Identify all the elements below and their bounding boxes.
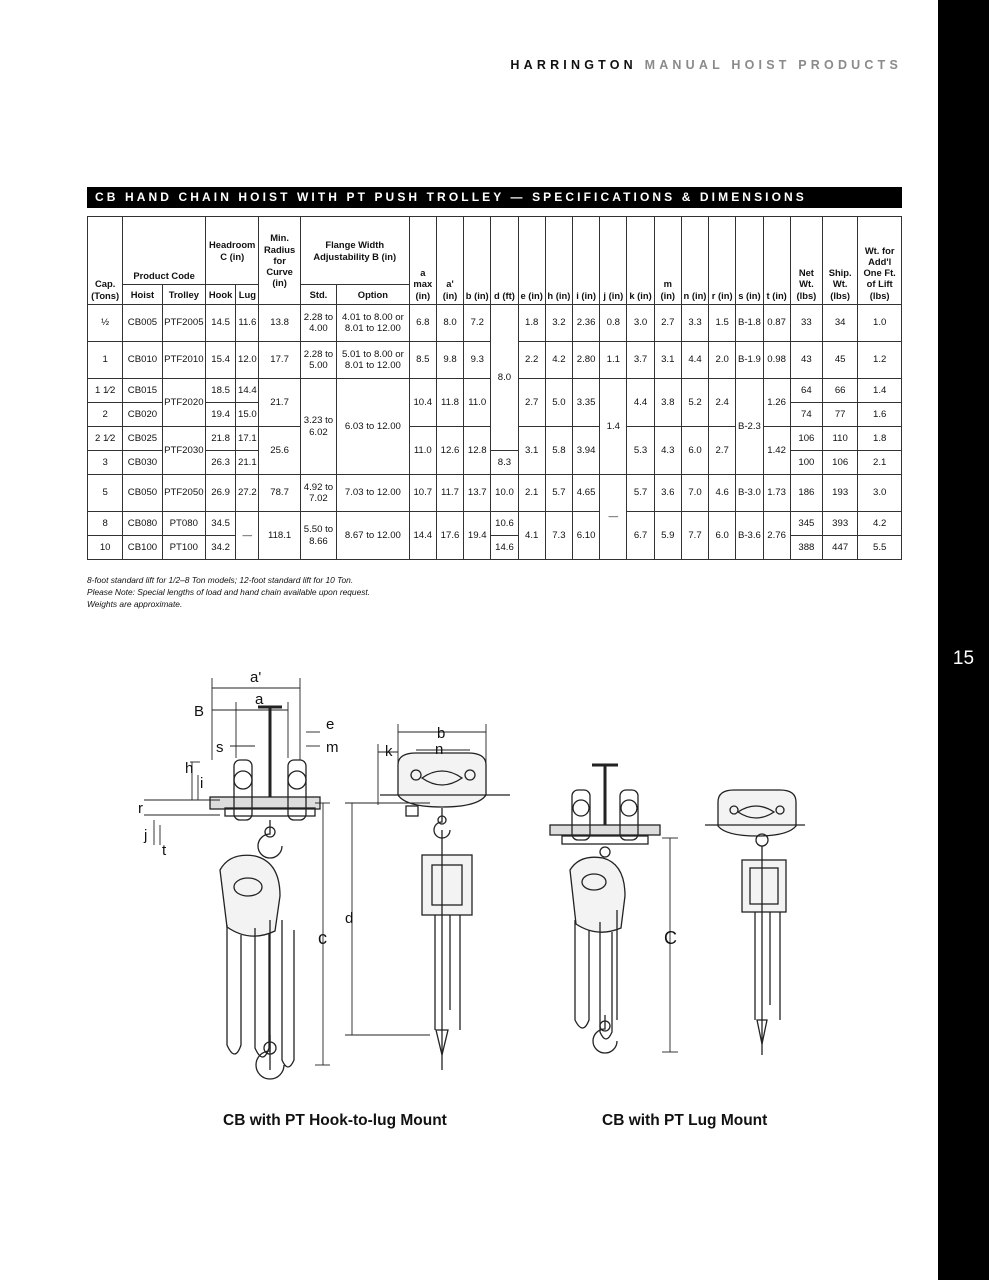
table-row xyxy=(88,512,902,536)
cell: B-3.0 xyxy=(736,475,763,512)
cell: 4.4 xyxy=(681,342,708,379)
cell: 2.0 xyxy=(709,342,736,379)
cell: 19.4 xyxy=(205,403,235,427)
cell: 2.4 xyxy=(709,379,736,427)
hdr-product-code: Product Code xyxy=(123,217,206,285)
cell: CB100 xyxy=(123,536,162,560)
cell: 2.28 to 4.00 xyxy=(300,305,336,342)
cell: 10.7 xyxy=(409,475,436,512)
cell: 3.6 xyxy=(654,475,681,512)
hdr-cap: Cap. (Tons) xyxy=(88,217,123,305)
cell: 1.4 xyxy=(858,379,902,403)
cell: 7.0 xyxy=(681,475,708,512)
cell: 1.73 xyxy=(763,475,790,512)
cell: CB030 xyxy=(123,451,162,475)
cell: 21.7 xyxy=(259,379,300,427)
cell: 6.8 xyxy=(409,305,436,342)
cell: 2.7 xyxy=(518,379,545,427)
cell: 17.1 xyxy=(236,427,259,451)
cell: 9.3 xyxy=(464,342,491,379)
cell: 33 xyxy=(790,305,822,342)
cell: 8.0 xyxy=(491,305,518,451)
cell: 14.6 xyxy=(491,536,518,560)
cell: 4.65 xyxy=(573,475,600,512)
cell: 3 xyxy=(88,451,123,475)
cell: 10.6 xyxy=(491,512,518,536)
cell: CB005 xyxy=(123,305,162,342)
cell: 14.4 xyxy=(236,379,259,403)
cell: 1.4 xyxy=(600,379,627,475)
cell: 11.0 xyxy=(464,379,491,427)
cell: 193 xyxy=(823,475,858,512)
label-a: a xyxy=(255,691,264,708)
drawing-front-hook-to-lug xyxy=(380,753,510,1070)
cell: 3.3 xyxy=(681,305,708,342)
cell: 3.35 xyxy=(573,379,600,427)
label-n: n xyxy=(435,741,444,758)
cell: 8.67 to 12.00 xyxy=(337,512,410,560)
cell: 5.0 xyxy=(545,379,572,427)
cell: 2.7 xyxy=(654,305,681,342)
cell: 1.8 xyxy=(518,305,545,342)
hdr-trolley: Trolley xyxy=(162,285,205,305)
hoist-diagrams xyxy=(130,660,810,1105)
cell: 0.98 xyxy=(763,342,790,379)
cell: 1.1 xyxy=(600,342,627,379)
cell: 4.6 xyxy=(709,475,736,512)
caption-lug-mount: CB with PT Lug Mount xyxy=(602,1112,768,1129)
cell: 2.2 xyxy=(518,342,545,379)
cell: PTF2020 xyxy=(162,379,205,427)
label-s: s xyxy=(216,739,224,756)
cell: 6.7 xyxy=(627,512,654,560)
cell: 21.8 xyxy=(205,427,235,451)
cell: 18.5 xyxy=(205,379,235,403)
cell: 3.94 xyxy=(573,427,600,475)
cell: ½ xyxy=(88,305,123,342)
hdr-min-radius: Min. Radius for Curve (in) xyxy=(259,217,300,305)
cell: 106 xyxy=(790,427,822,451)
label-r: r xyxy=(138,800,143,817)
hdr-hook: Hook xyxy=(205,285,235,305)
label-a-prime: a' xyxy=(250,669,262,686)
cell: 1.5 xyxy=(709,305,736,342)
cell: 17.7 xyxy=(259,342,300,379)
cell: 3.1 xyxy=(654,342,681,379)
side-bar xyxy=(938,0,989,1280)
cell: CB020 xyxy=(123,403,162,427)
hdr-j: j (in) xyxy=(600,217,627,305)
hdr-option: Option xyxy=(337,285,410,305)
cell: 74 xyxy=(790,403,822,427)
brand-secondary: MANUAL HOIST PRODUCTS xyxy=(644,58,902,72)
cell: 13.7 xyxy=(464,475,491,512)
table-row xyxy=(88,305,902,342)
hdr-headroom: Headroom C (in) xyxy=(205,217,258,285)
note: Weights are approximate. xyxy=(87,599,183,609)
cell: 100 xyxy=(790,451,822,475)
cell: 8 xyxy=(88,512,123,536)
hdr-hoist: Hoist xyxy=(123,285,162,305)
hdr-ship-wt: Ship. Wt. (lbs) xyxy=(823,217,858,305)
label-c: c xyxy=(318,928,327,948)
drawing-front-lug xyxy=(705,790,805,1055)
cell: 4.2 xyxy=(545,342,572,379)
cell: 6.0 xyxy=(709,512,736,560)
hdr-std: Std. xyxy=(300,285,336,305)
cell: 1.26 xyxy=(763,379,790,427)
hdr-lug: Lug xyxy=(236,285,259,305)
hdr-net-wt: Net Wt. (lbs) xyxy=(790,217,822,305)
cell: 6.0 xyxy=(681,427,708,475)
cell: 4.4 xyxy=(627,379,654,427)
drawing-side-lug xyxy=(550,765,660,1053)
cell: 3.7 xyxy=(627,342,654,379)
hdr-b: b (in) xyxy=(464,217,491,305)
cell: 3.0 xyxy=(627,305,654,342)
cell: PTF2010 xyxy=(162,342,205,379)
cell: 8.0 xyxy=(436,305,463,342)
cell: 447 xyxy=(823,536,858,560)
label-h: h xyxy=(185,760,194,777)
hdr-d: d (ft) xyxy=(491,217,518,305)
cell: 345 xyxy=(790,512,822,536)
cell: 34 xyxy=(823,305,858,342)
cell: 3.8 xyxy=(654,379,681,427)
cell: 2.76 xyxy=(763,512,790,560)
cell: 26.3 xyxy=(205,451,235,475)
cell: 2.36 xyxy=(573,305,600,342)
label-d: d xyxy=(345,910,354,927)
cell: 10 xyxy=(88,536,123,560)
cell: 3.2 xyxy=(545,305,572,342)
label-m: m xyxy=(326,739,339,756)
cell: 11.7 xyxy=(436,475,463,512)
cell: PTF2050 xyxy=(162,475,205,512)
cell: 5 xyxy=(88,475,123,512)
cell: 14.4 xyxy=(409,512,436,560)
cell: 4.92 to 7.02 xyxy=(300,475,336,512)
cell: 5.2 xyxy=(681,379,708,427)
cell: PT080 xyxy=(162,512,205,536)
cell: 106 xyxy=(823,451,858,475)
label-t: t xyxy=(162,842,167,859)
hdr-m: m (in) xyxy=(654,217,681,305)
label-e: e xyxy=(326,716,335,733)
table-notes xyxy=(87,574,370,610)
spec-table xyxy=(87,216,902,560)
hdr-s: s (in) xyxy=(736,217,763,305)
cell: 12.6 xyxy=(436,427,463,475)
label-b: b xyxy=(437,725,446,742)
cell: 4.01 to 8.00 or 8.01 to 12.00 xyxy=(337,305,410,342)
cell: 12.8 xyxy=(464,427,491,475)
cell: 77 xyxy=(823,403,858,427)
cell: PT100 xyxy=(162,536,205,560)
cell: 21.1 xyxy=(236,451,259,475)
brand-primary: HARRINGTON xyxy=(510,58,637,72)
cell: 5.7 xyxy=(627,475,654,512)
cell: 1 xyxy=(88,342,123,379)
cell: 3.0 xyxy=(858,475,902,512)
cell: 7.2 xyxy=(464,305,491,342)
cell: 1.42 xyxy=(763,427,790,475)
cell: 388 xyxy=(790,536,822,560)
cell: 1.2 xyxy=(858,342,902,379)
cell: CB010 xyxy=(123,342,162,379)
cell: 6.03 to 12.00 xyxy=(337,379,410,475)
cell: 1 1⁄2 xyxy=(88,379,123,403)
hdr-r: r (in) xyxy=(709,217,736,305)
cell: B-3.6 xyxy=(736,512,763,560)
cell: 34.5 xyxy=(205,512,235,536)
cell: — xyxy=(600,475,627,560)
cell: 1.0 xyxy=(858,305,902,342)
hdr-e: e (in) xyxy=(518,217,545,305)
cell: 11.0 xyxy=(409,427,436,475)
cell: CB015 xyxy=(123,379,162,403)
cell: 2 xyxy=(88,403,123,427)
cell: 118.1 xyxy=(259,512,300,560)
cell: 2.28 to 5.00 xyxy=(300,342,336,379)
cell: 26.9 xyxy=(205,475,235,512)
hdr-flange: Flange Width Adjustability B (in) xyxy=(300,217,409,285)
cell: 66 xyxy=(823,379,858,403)
cell: B-1.9 xyxy=(736,342,763,379)
label-i: i xyxy=(200,775,204,792)
hdr-h: h (in) xyxy=(545,217,572,305)
hdr-i: i (in) xyxy=(573,217,600,305)
cell: 10.0 xyxy=(491,475,518,512)
cell: PTF2030 xyxy=(162,427,205,475)
cell: 110 xyxy=(823,427,858,451)
cell: 1.6 xyxy=(858,403,902,427)
cell: 2.1 xyxy=(518,475,545,512)
label-k: k xyxy=(385,743,393,760)
cell: B-2.3 xyxy=(736,379,763,475)
cell: 393 xyxy=(823,512,858,536)
cell: 11.6 xyxy=(236,305,259,342)
drawing-side-hook-to-lug xyxy=(210,707,320,1079)
cell: 8.5 xyxy=(409,342,436,379)
cell: 34.2 xyxy=(205,536,235,560)
cell: 5.3 xyxy=(627,427,654,475)
cell: B-1.8 xyxy=(736,305,763,342)
note: Please Note: Special lengths of load and hand chain available upon request. xyxy=(87,587,371,597)
cell: 7.7 xyxy=(681,512,708,560)
hdr-n: n (in) xyxy=(681,217,708,305)
cell: 2.1 xyxy=(858,451,902,475)
caption-hook-to-lug: CB with PT Hook-to-lug Mount xyxy=(223,1112,447,1129)
cell: 2.7 xyxy=(709,427,736,475)
note: 8-foot standard lift for 1/2–8 Ton models; 12-foot standard lift for 10 Ton. xyxy=(87,575,354,585)
cell: 15.0 xyxy=(236,403,259,427)
cell: 12.0 xyxy=(236,342,259,379)
cell: 3.23 to 6.02 xyxy=(300,379,336,475)
hdr-t: t (in) xyxy=(763,217,790,305)
cell: 5.8 xyxy=(545,427,572,475)
cell: 5.50 to 8.66 xyxy=(300,512,336,560)
cell: 43 xyxy=(790,342,822,379)
cell: 2 1⁄2 xyxy=(88,427,123,451)
cell: 7.3 xyxy=(545,512,572,560)
cell: 5.9 xyxy=(654,512,681,560)
cell: 0.8 xyxy=(600,305,627,342)
cell: 10.4 xyxy=(409,379,436,427)
label-C: C xyxy=(664,928,677,948)
cell: — xyxy=(236,512,259,560)
cell: 0.87 xyxy=(763,305,790,342)
table-row xyxy=(88,475,902,512)
hdr-a-prime: a' (in) xyxy=(436,217,463,305)
cell: 6.10 xyxy=(573,512,600,560)
cell: 9.8 xyxy=(436,342,463,379)
cell: 186 xyxy=(790,475,822,512)
cell: 7.03 to 12.00 xyxy=(337,475,410,512)
label-B: B xyxy=(194,703,205,720)
cell: 19.4 xyxy=(464,512,491,560)
cell: CB025 xyxy=(123,427,162,451)
cell: 17.6 xyxy=(436,512,463,560)
cell: 2.80 xyxy=(573,342,600,379)
cell: 64 xyxy=(790,379,822,403)
cell: 78.7 xyxy=(259,475,300,512)
cell: 45 xyxy=(823,342,858,379)
cell: 3.1 xyxy=(518,427,545,475)
table-title: CB HAND CHAIN HOIST WITH PT PUSH TROLLEY — SPECIFICATIONS & DIMENSIONS xyxy=(87,187,902,208)
page-number: 15 xyxy=(952,648,975,669)
cell: 4.2 xyxy=(858,512,902,536)
cell: 13.8 xyxy=(259,305,300,342)
cell: 8.3 xyxy=(491,451,518,475)
label-j: j xyxy=(144,827,148,844)
cell: 4.1 xyxy=(518,512,545,560)
hdr-a: a max (in) xyxy=(409,217,436,305)
cell: 11.8 xyxy=(436,379,463,427)
cell: 1.8 xyxy=(858,427,902,451)
brand-header xyxy=(510,58,902,72)
cell: 25.6 xyxy=(259,427,300,475)
hdr-k: k (in) xyxy=(627,217,654,305)
cell: 5.01 to 8.00 or 8.01 to 12.00 xyxy=(337,342,410,379)
cell: 14.5 xyxy=(205,305,235,342)
cell: CB080 xyxy=(123,512,162,536)
cell: 27.2 xyxy=(236,475,259,512)
cell: CB050 xyxy=(123,475,162,512)
cell: PTF2005 xyxy=(162,305,205,342)
cell: 5.5 xyxy=(858,536,902,560)
cell: 5.7 xyxy=(545,475,572,512)
cell: 15.4 xyxy=(205,342,235,379)
cell: 4.3 xyxy=(654,427,681,475)
hdr-add-wt: Wt. for Add'l One Ft. of Lift (lbs) xyxy=(858,217,902,305)
